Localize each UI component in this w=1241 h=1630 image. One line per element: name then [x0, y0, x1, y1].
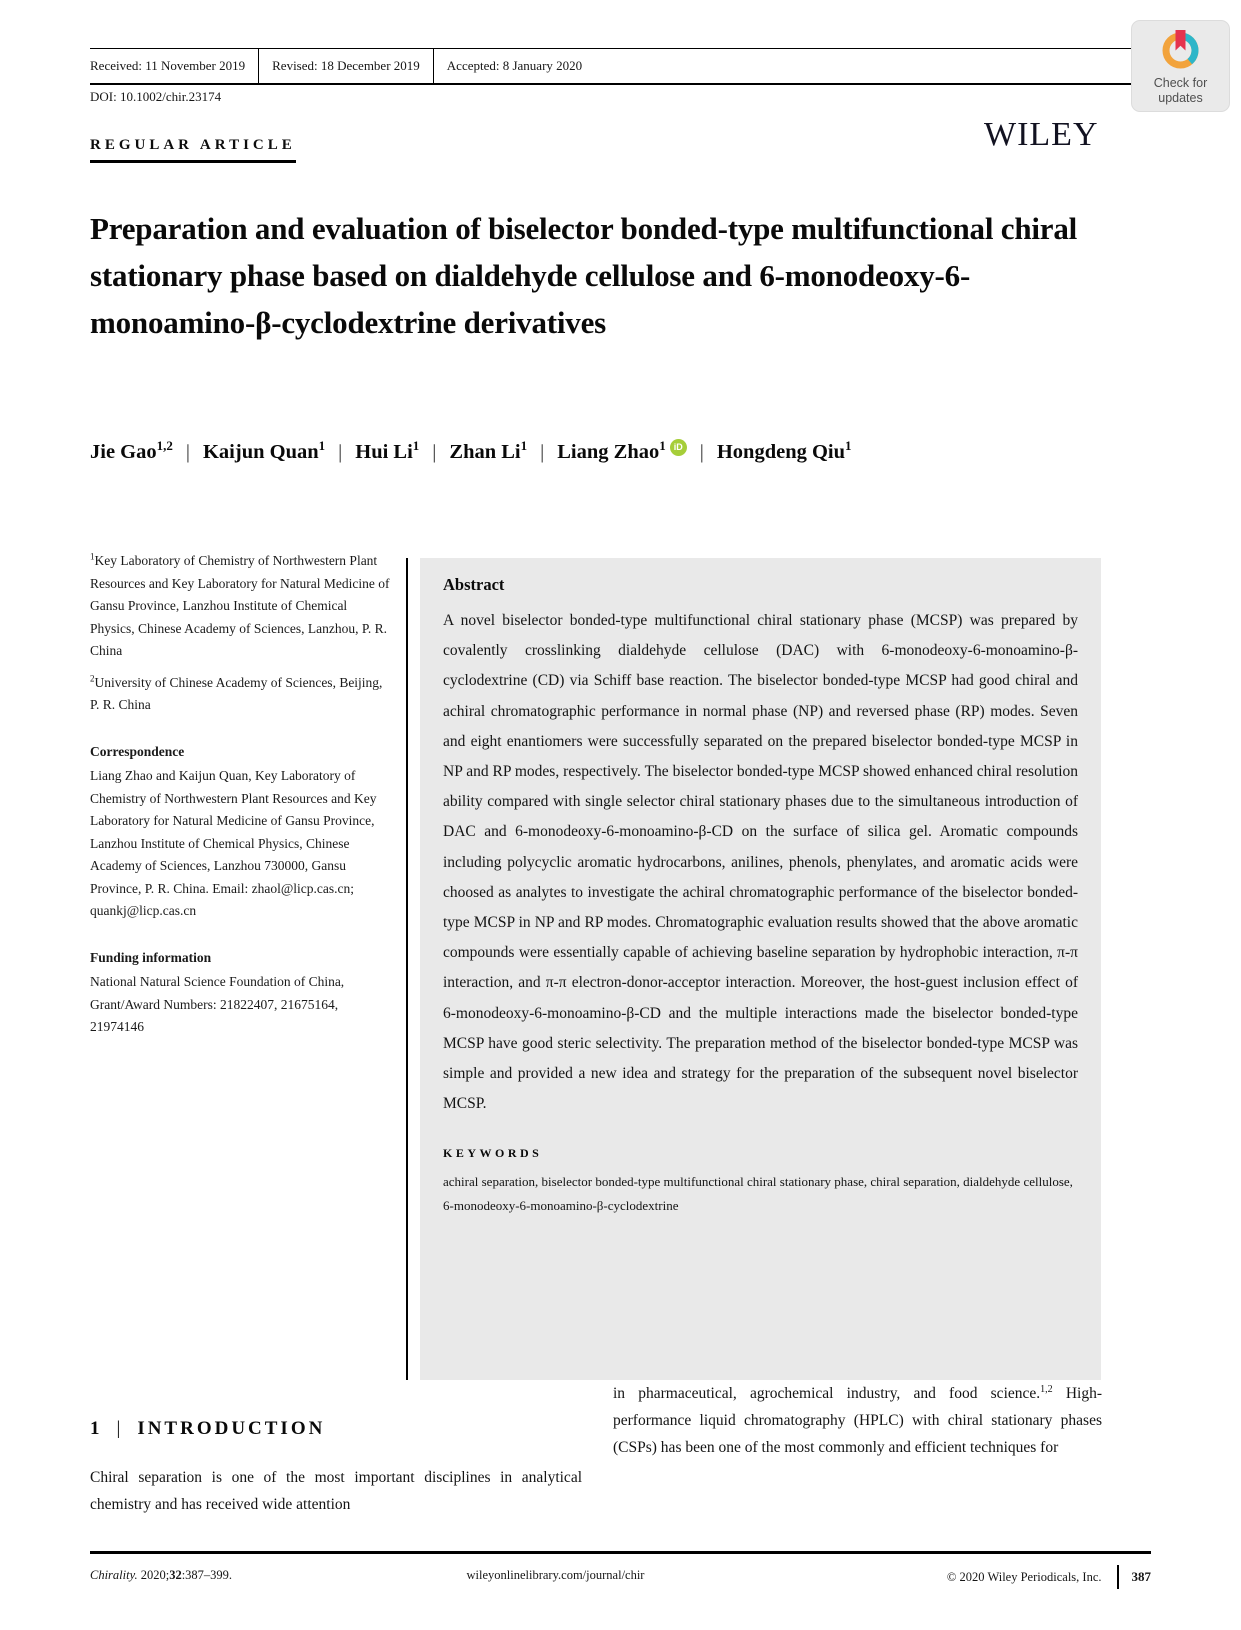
- abstract-heading: Abstract: [443, 575, 505, 594]
- affiliation-1-marker: 1: [90, 551, 95, 562]
- section-separator: |: [116, 1418, 121, 1439]
- article-title: Preparation and evaluation of biselector bonded-type multifunctional chiral stationary phase based on dialdehyde cellulose and 6-monodeoxy-6-monoamino-β-cyclodextrine derivatives: [90, 211, 1078, 340]
- crossmark-ribbon: [1176, 30, 1186, 51]
- affiliation-2-marker: 2: [90, 673, 95, 683]
- affiliation-2: $^2$University of Chinese Academy of Sciences, Beijing, P. R. China: [90, 673, 383, 712]
- orcid-icon[interactable]: iD: [670, 439, 687, 456]
- author-list: [90, 433, 1102, 471]
- check-for-updates-label: Check for updates: [1153, 76, 1208, 105]
- author-separator: |: [338, 441, 343, 463]
- footer: [90, 1562, 1151, 1592]
- crossmark-icon: [1157, 26, 1204, 73]
- abstract-text: A novel biselector bonded-type multifunctional chiral stationary phase (MCSP) was prepared by covalently crosslinking dialdehyde cellulose (DAC) with 6-monodeoxy-6-monoamino-β-cyclodextrine (CD) via Schiff base reaction. The biselector bonded-type MCSP had good chiral and achiral chromatographic performance in normal phase (NP) and reversed phase (RP) modes. Seven and eight enantiomers were successfully separated on the prepared biselector bonded-type MCSP in NP and RP modes, respectively. The biselector bonded-type MCSP showed enhanced chiral resolution ability compared with single selector chiral stationary phases due to the simultaneous introduction of DAC and 6-monodeoxy-6-monoamino-β-CD on the surface of silica gel. Aromatic compounds including polycyclic aromatic hydrocarbons, anilines, phenols, phenylates, and aromatic acids were choosed as analytes to investigate the achiral chromatographic performance of the biselector bonded-type MCSP in NP and RP modes. Chromatographic evaluation results showed that the above aromatic compounds were essentially capable of achieving baseline separation by hydrophobic interaction, π-π interaction, and π-π electron-donor-acceptor interaction. Moreover, the host-guest inclusion effect of 6-monodeoxy-6-monoamino-β-CD and the multiple interactions made the biselector bonded-type MCSP have good steric selectivity. The preparation method of the biselector bonded-type MCSP was simple and provided a new idea and strategy for the preparation of the subsequent novel biselector MCSP.: [443, 612, 1078, 1113]
- revised-date: Revised: 18 December 2019: [259, 49, 434, 83]
- section-number: 1: [90, 1418, 100, 1439]
- correspondence-heading: Correspondence: [90, 743, 185, 759]
- doi-text: DOI: 10.1002/chir.23174: [90, 89, 222, 104]
- author-name: Hongdeng Qiu$^1$: [716, 438, 852, 463]
- author-name: Kaijun Quan$^1$: [202, 438, 326, 463]
- introduction-heading: [90, 1418, 325, 1440]
- wiley-logo: WILEY: [984, 116, 1099, 153]
- copyright-text: © 2020 Wiley Periodicals, Inc.: [946, 1569, 1102, 1584]
- author-separator: |: [185, 441, 190, 463]
- column-divider-rule: [406, 558, 408, 1380]
- author-name: Zhan Li$^1$: [449, 438, 528, 463]
- author-separator: |: [540, 441, 545, 463]
- author-separator: |: [699, 441, 704, 463]
- intro-right-column: in pharmaceutical, agrochemical industry, and food science.$^{1,2}$ High-performance liquid chromatography (HPLC) with chiral stationary phases (CSPs) has been one of the most commonly and efficient techniques for: [613, 1383, 1102, 1456]
- funding-text: National Natural Science Foundation of China, Grant/Award Numbers: 21822407, 21675164, 21974146: [90, 974, 345, 1034]
- abstract-box: [420, 558, 1101, 1380]
- check-for-updates-badge[interactable]: [1131, 20, 1230, 112]
- keywords-heading: KEYWORDS: [443, 1146, 543, 1161]
- correspondence-text: Liang Zhao and Kaijun Quan, Key Laboratory of Chemistry of Northwestern Plant Resources and Key Laboratory for Natural Medicine of Gansu Province, Lanzhou Institute of Chemical Physics, Chinese Academy of Sciences, Lanzhou 730000, Gansu Province, P. R. China. Email: zhaol@licp.cas.cn; quankj@licp.cas.cn: [90, 768, 377, 918]
- journal-citation: Chirality. 2020;32:387–399.: [90, 1568, 233, 1582]
- received-date: Received: 11 November 2019: [90, 49, 259, 83]
- page-number: 387: [1131, 1569, 1151, 1584]
- left-sidebar: [90, 550, 393, 1048]
- correspondence-email: Email: zhaol@licp.cas.cn; quankj@licp.cas.cn: [90, 880, 355, 918]
- funding-heading: Funding information: [90, 949, 212, 965]
- author-name: Jie Gao$^{1,2}$: [90, 438, 173, 463]
- article-type-label: REGULAR ARTICLE: [90, 137, 296, 163]
- section-title: INTRODUCTION: [137, 1418, 326, 1439]
- keywords-text: achiral separation, biselector bonded-type multifunctional chiral stationary phase, chiral separation, dialdehyde cellulose, 6-monodeoxy-6-monoamino-β-cyclodextrine: [443, 1174, 1073, 1213]
- affiliation-1: $^1$Key Laboratory of Chemistry of Northwestern Plant Resources and Key Laboratory for Natural Medicine of Gansu Province, Lanzhou Institute of Chemical Physics, Chinese Academy of Sciences, Lanzhou, P. R. China: [90, 551, 390, 658]
- footer-rule: [90, 1551, 1151, 1554]
- author-name: Hui Li$^1$: [355, 438, 420, 463]
- journal-url: wileyonlinelibrary.com/journal/chir: [466, 1568, 645, 1582]
- citation-marker: 1,2: [1040, 1383, 1053, 1395]
- intro-left-column: Chiral separation is one of the most important disciplines in analytical chemistry and has received wide attention: [90, 1469, 582, 1513]
- author-name: Liang Zhao$^1$: [557, 438, 666, 463]
- dates-bar: [90, 48, 1131, 85]
- accepted-date: Accepted: 8 January 2020: [446, 58, 583, 73]
- footer-divider: [1117, 1565, 1119, 1589]
- author-separator: |: [432, 441, 437, 463]
